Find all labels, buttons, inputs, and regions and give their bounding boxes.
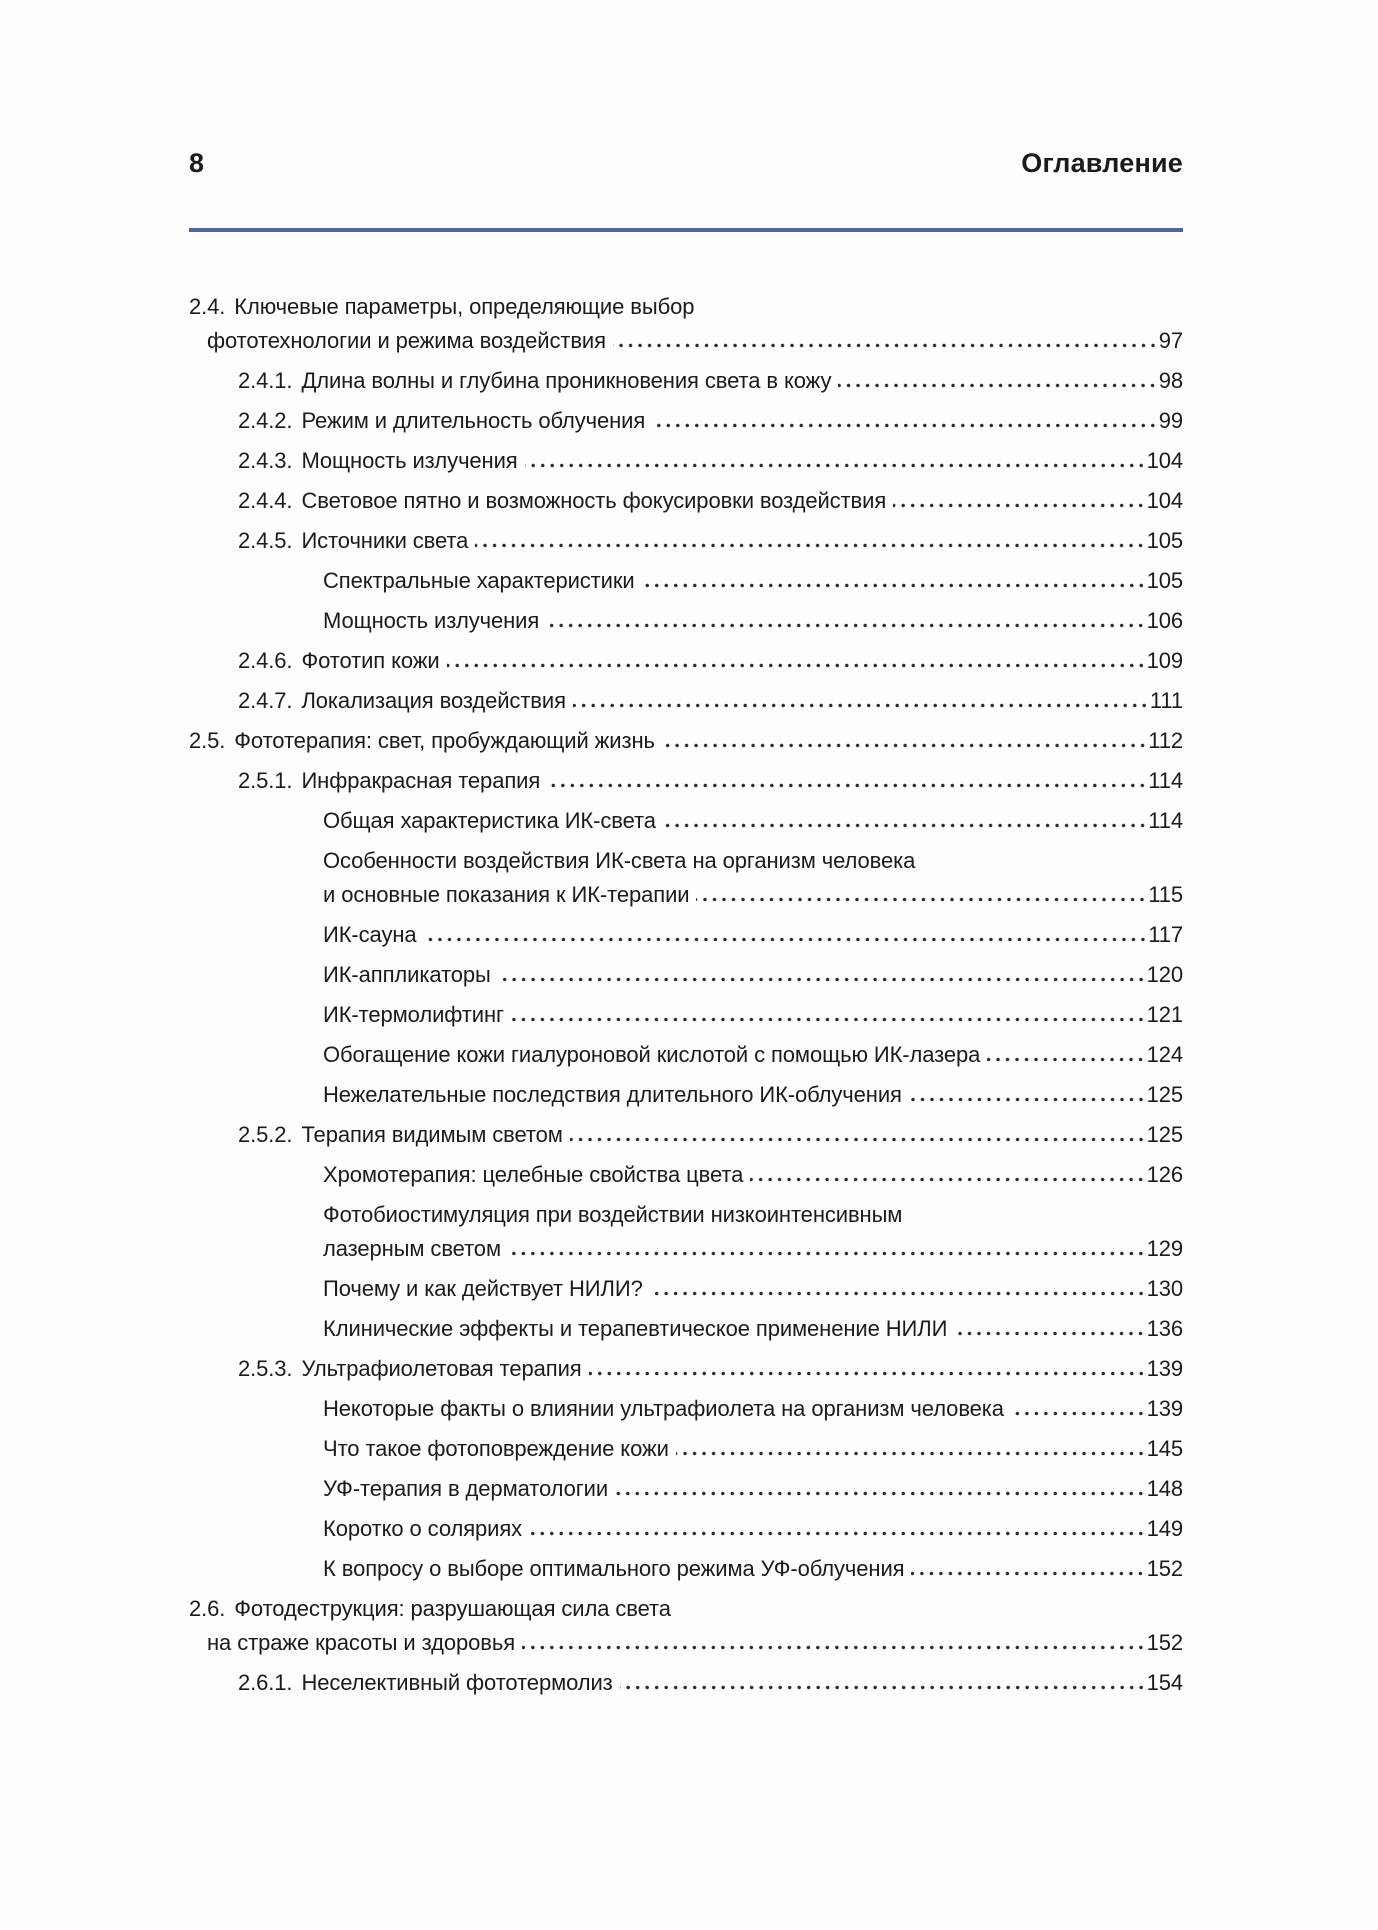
toc-entry-line: [323, 1198, 1183, 1232]
toc-entry: [323, 998, 1183, 1032]
section-number: 2.6.1.: [238, 1670, 293, 1695]
entry-title: Световое пятно и возможность фокусировки воздействия: [301, 488, 887, 513]
toc-entry-line: [323, 1078, 1183, 1112]
entry-title: Терапия видимым светом: [301, 1122, 563, 1147]
toc-entry-line: [323, 1038, 1183, 1072]
entry-title: Ультрафиолетовая терапия: [301, 1356, 582, 1381]
toc-entry-line: [323, 918, 1183, 952]
entry-page-number: 148: [1146, 1476, 1183, 1501]
toc-entry: [238, 764, 1183, 798]
toc-entry-line: [323, 1312, 1183, 1346]
toc-entry-line: [189, 290, 1183, 324]
toc-entry-line: [323, 804, 1183, 838]
toc-entry: [238, 404, 1183, 438]
entry-title: Мощность излучения: [323, 608, 540, 633]
entry-page-number: 109: [1146, 648, 1183, 673]
toc-entry: [323, 1198, 1183, 1266]
toc-entry-line: [238, 1352, 1183, 1386]
dot-leader: [447, 663, 1146, 668]
toc-entry-line: [323, 1158, 1183, 1192]
section-number: 2.4.5.: [238, 528, 293, 553]
dot-leader: [529, 1531, 1146, 1536]
dot-leader: [498, 977, 1146, 982]
entry-title: Фототерапия: свет, пробуждающий жизнь: [234, 728, 655, 753]
toc-entry: [323, 804, 1183, 838]
toc-entry-line: [238, 764, 1183, 798]
toc-entry: [323, 844, 1183, 912]
toc-entry: [323, 1312, 1183, 1346]
toc-entry: [189, 290, 1183, 358]
entry-page-number: 104: [1146, 448, 1183, 473]
dot-leader: [696, 897, 1147, 902]
toc-entry-line: [238, 404, 1183, 438]
entry-title: и основные показания к ИК-терапии: [323, 882, 690, 907]
entry-page-number: 121: [1146, 1002, 1183, 1027]
toc-list: [189, 290, 1183, 1700]
section-number: 2.4.: [189, 294, 226, 319]
toc-entry-line: [238, 444, 1183, 478]
toc-entry: [323, 1038, 1183, 1072]
toc-entry-line: [323, 564, 1183, 598]
entry-page-number: 129: [1146, 1236, 1183, 1261]
entry-title: Локализация воздействия: [301, 688, 566, 713]
toc-entry: [238, 644, 1183, 678]
dot-leader: [642, 583, 1146, 588]
dot-leader: [522, 1645, 1146, 1650]
entry-page-number: 130: [1146, 1276, 1183, 1301]
dot-leader: [663, 823, 1147, 828]
entry-title: Что такое фотоповреждение кожи: [323, 1436, 669, 1461]
toc-entry: [238, 684, 1183, 718]
entry-page-number: 120: [1146, 962, 1183, 987]
entry-title: Обогащение кожи гиалуроновой кислотой с помощью ИК-лазера: [323, 1042, 981, 1067]
toc-entry-line: [189, 324, 1183, 358]
toc-entry-line: [323, 1432, 1183, 1466]
toc-entry-line: [323, 1512, 1183, 1546]
entry-page-number: 106: [1146, 608, 1183, 633]
toc-entry: [323, 1512, 1183, 1546]
entry-title: Спектральные характеристики: [323, 568, 635, 593]
header-title: Оглавление: [1021, 148, 1183, 178]
toc-entry-line: [238, 484, 1183, 518]
entry-page-number: 104: [1146, 488, 1183, 513]
dot-leader: [424, 937, 1148, 942]
dot-leader: [911, 1571, 1145, 1576]
section-number: 2.4.1.: [238, 368, 293, 393]
entry-page-number: 152: [1146, 1630, 1183, 1655]
entry-page-number: 124: [1146, 1042, 1183, 1067]
section-number: 2.5.1.: [238, 768, 293, 793]
dot-leader: [987, 1057, 1145, 1062]
dot-leader: [652, 423, 1158, 428]
dot-leader: [650, 1291, 1146, 1296]
dot-leader: [909, 1097, 1146, 1102]
toc-entry: [323, 1552, 1183, 1586]
entry-page-number: 114: [1148, 808, 1183, 833]
dot-leader: [589, 1371, 1146, 1376]
toc-entry-line: [238, 364, 1183, 398]
entry-page-number: 125: [1146, 1122, 1183, 1147]
entry-title: Ключевые параметры, определяющие выбор: [234, 294, 695, 319]
entry-title: Особенности воздействия ИК-света на организм человека: [323, 848, 916, 873]
entry-page-number: 114: [1148, 768, 1183, 793]
dot-leader: [750, 1177, 1145, 1182]
toc-entry-line: [238, 684, 1183, 718]
entry-page-number: 105: [1146, 568, 1183, 593]
entry-title: Клинические эффекты и терапевтическое применение НИЛИ: [323, 1316, 948, 1341]
toc-entry: [238, 524, 1183, 558]
dot-leader: [620, 1685, 1146, 1690]
dot-leader: [475, 543, 1145, 548]
entry-page-number: 149: [1146, 1516, 1183, 1541]
section-number: 2.4.2.: [238, 408, 293, 433]
toc-entry: [189, 1592, 1183, 1660]
section-number: 2.4.6.: [238, 648, 293, 673]
toc-entry: [189, 724, 1183, 758]
toc-entry-line: [323, 1552, 1183, 1586]
entry-page-number: 99: [1158, 408, 1183, 433]
entry-title: лазерным светом: [323, 1236, 501, 1261]
dot-leader: [573, 703, 1149, 708]
page-header: [189, 148, 1183, 178]
dot-leader: [615, 1491, 1146, 1496]
toc-entry-line: [323, 844, 1183, 878]
dot-leader: [1011, 1411, 1146, 1416]
dot-leader: [676, 1451, 1146, 1456]
entry-title: ИК-сауна: [323, 922, 417, 947]
entry-title: К вопросу о выборе оптимального режима УФ-облучения: [323, 1556, 905, 1581]
entry-page-number: 105: [1146, 528, 1183, 553]
entry-title: Длина волны и глубина проникновения света в кожу: [301, 368, 832, 393]
entry-page-number: 154: [1146, 1670, 1183, 1695]
entry-page-number: 136: [1146, 1316, 1183, 1341]
page-number: 8: [189, 148, 205, 178]
section-number: 2.5.: [189, 728, 226, 753]
toc-entry: [323, 1158, 1183, 1192]
entry-title: Фотодеструкция: разрушающая сила света: [234, 1596, 671, 1621]
entry-title: ИК-аппликаторы: [323, 962, 491, 987]
entry-title: Режим и длительность облучения: [301, 408, 646, 433]
entry-page-number: 117: [1148, 922, 1183, 947]
entry-page-number: 111: [1149, 688, 1183, 713]
entry-title: Инфракрасная терапия: [301, 768, 541, 793]
toc-entry: [238, 1352, 1183, 1386]
entry-title: Фотобиостимуляция при воздействии низкоинтенсивным: [323, 1202, 903, 1227]
entry-title: Некоторые факты о влиянии ультрафиолета на организм человека: [323, 1396, 1004, 1421]
entry-page-number: 139: [1146, 1396, 1183, 1421]
entry-page-number: 126: [1146, 1162, 1183, 1187]
dot-leader: [508, 1251, 1146, 1256]
entry-title: Нежелательные последствия длительного ИК-облучения: [323, 1082, 902, 1107]
toc-entry-line: [323, 998, 1183, 1032]
dot-leader: [547, 783, 1147, 788]
dot-leader: [511, 1017, 1146, 1022]
entry-title: Хромотерапия: целебные свойства цвета: [323, 1162, 744, 1187]
toc-entry: [238, 444, 1183, 478]
dot-leader: [525, 463, 1146, 468]
toc-entry-line: [323, 878, 1183, 912]
entry-title: Фототип кожи: [301, 648, 440, 673]
toc-entry-line: [323, 1392, 1183, 1426]
entry-title: ИК-термолифтинг: [323, 1002, 504, 1027]
toc-entry-line: [323, 958, 1183, 992]
toc-entry-line: [323, 1472, 1183, 1506]
dot-leader: [893, 503, 1145, 508]
entry-title: Общая характеристика ИК-света: [323, 808, 656, 833]
toc-entry: [323, 1472, 1183, 1506]
toc-entry: [323, 1392, 1183, 1426]
toc-entry: [323, 604, 1183, 638]
dot-leader: [838, 383, 1157, 388]
entry-title: Источники света: [301, 528, 469, 553]
toc-entry: [323, 1078, 1183, 1112]
section-number: 2.5.2.: [238, 1122, 293, 1147]
dot-leader: [546, 623, 1145, 628]
toc-entry: [238, 1118, 1183, 1152]
toc-entry-line: [238, 1666, 1183, 1700]
toc-entry-line: [189, 724, 1183, 758]
entry-title: УФ-терапия в дерматологии: [323, 1476, 609, 1501]
entry-page-number: 152: [1146, 1556, 1183, 1581]
toc-entry: [323, 564, 1183, 598]
toc-entry: [323, 1272, 1183, 1306]
entry-page-number: 139: [1146, 1356, 1183, 1381]
dot-leader: [570, 1137, 1146, 1142]
dot-leader: [954, 1331, 1145, 1336]
toc-entry: [238, 484, 1183, 518]
toc-entry-line: [323, 1272, 1183, 1306]
toc-entry: [323, 918, 1183, 952]
toc-entry-line: [238, 524, 1183, 558]
entry-title: Почему и как действует НИЛИ?: [323, 1276, 643, 1301]
entry-page-number: 112: [1148, 728, 1183, 753]
toc-entry: [323, 958, 1183, 992]
dot-leader: [662, 743, 1147, 748]
entry-page-number: 98: [1158, 368, 1183, 393]
toc-entry-line: [323, 604, 1183, 638]
entry-page-number: 97: [1158, 328, 1183, 353]
entry-title: Мощность излучения: [301, 448, 518, 473]
entry-page-number: 115: [1148, 882, 1183, 907]
toc-entry-line: [238, 644, 1183, 678]
entry-page-number: 145: [1146, 1436, 1183, 1461]
section-number: 2.4.3.: [238, 448, 293, 473]
entry-page-number: 125: [1146, 1082, 1183, 1107]
toc-entry-line: [238, 1118, 1183, 1152]
entry-title: Неселективный фототермолиз: [301, 1670, 613, 1695]
entry-title: фототехнологии и режима воздействия: [207, 328, 606, 353]
section-number: 2.4.4.: [238, 488, 293, 513]
toc-entry-line: [323, 1232, 1183, 1266]
toc-entry: [238, 364, 1183, 398]
dot-leader: [613, 343, 1158, 348]
section-number: 2.5.3.: [238, 1356, 293, 1381]
toc-entry-line: [189, 1592, 1183, 1626]
toc-entry: [323, 1432, 1183, 1466]
section-number: 2.4.7.: [238, 688, 293, 713]
header-rule: [189, 228, 1183, 232]
toc-entry: [238, 1666, 1183, 1700]
section-number: 2.6.: [189, 1596, 226, 1621]
entry-title: Коротко о соляриях: [323, 1516, 523, 1541]
entry-title: на страже красоты и здоровья: [207, 1630, 516, 1655]
toc-entry-line: [189, 1626, 1183, 1660]
